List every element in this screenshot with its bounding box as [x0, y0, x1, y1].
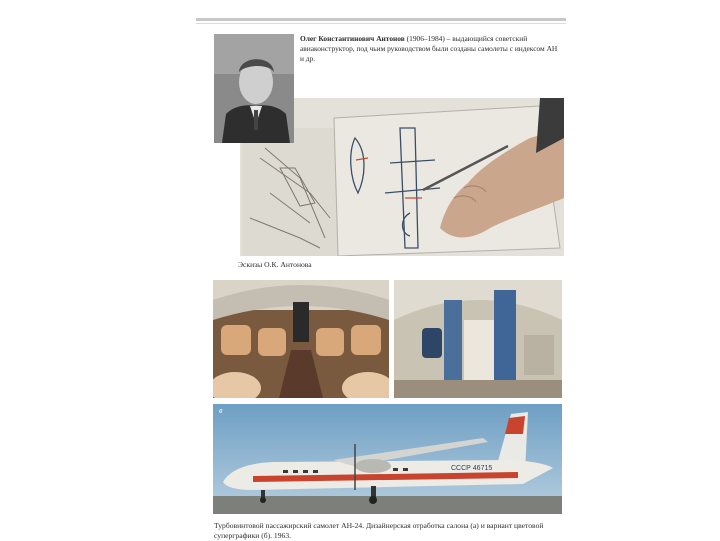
- aircraft-photo: [213, 404, 562, 514]
- document-page: [196, 18, 568, 540]
- top-rule-thin: [196, 23, 566, 24]
- aircraft-registration: СССР 46715: [451, 465, 493, 472]
- portrait-caption: [300, 34, 562, 64]
- top-rule: [196, 18, 566, 21]
- photo-label-c: в: [219, 406, 223, 415]
- person-description: (1906–1984) – выдающийся советский авиаконструктор, под чьим руководством были созданы самолеты с индексом АН и др.: [300, 34, 558, 63]
- portrait-photo: [214, 34, 294, 143]
- cabin-photo-a: [213, 280, 389, 398]
- bottom-caption: Турбовинтовой пассажирский самолет АН-24. Дизайнерская отработка салона (а) и вариант цветовой суперграфики (б). 1963.: [214, 521, 544, 540]
- sketch-caption: Эскизы О.К. Антонова: [238, 260, 312, 269]
- person-name: Олег Константинович Антонов: [300, 34, 405, 43]
- cabin-photo-b: [394, 280, 562, 398]
